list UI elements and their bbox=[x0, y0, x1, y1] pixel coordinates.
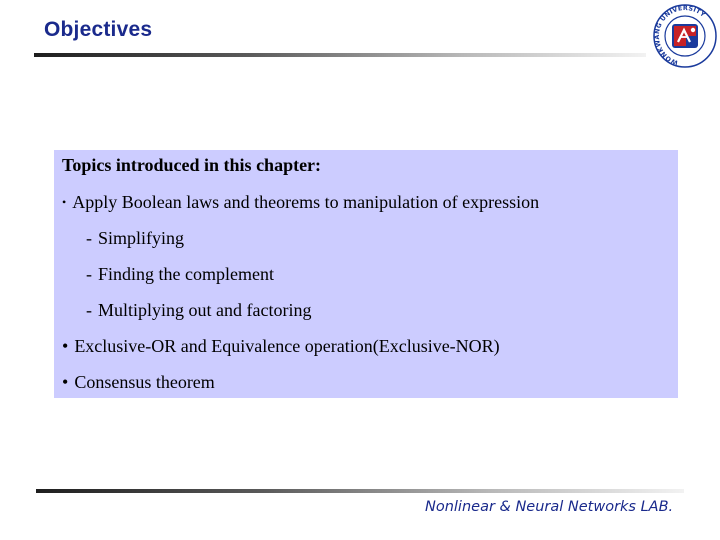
subtopic-item bbox=[86, 300, 311, 321]
header-divider bbox=[34, 53, 646, 57]
topic-item bbox=[62, 336, 500, 357]
dash-marker: - bbox=[86, 300, 92, 320]
subtopic-item bbox=[86, 228, 184, 249]
dash-marker: - bbox=[86, 228, 92, 248]
topic-text: Apply Boolean laws and theorems to manipulation of expression bbox=[72, 192, 540, 212]
topic-text: Consensus theorem bbox=[74, 372, 215, 392]
topic-item bbox=[62, 192, 539, 213]
page-title: Objectives bbox=[44, 18, 153, 41]
subtopic-text: Finding the complement bbox=[98, 264, 274, 284]
subtopic-text: Multiplying out and factoring bbox=[98, 300, 312, 320]
topic-item bbox=[62, 372, 215, 393]
subtopic-text: Simplifying bbox=[98, 228, 185, 248]
topics-box bbox=[54, 150, 678, 398]
topics-heading: Topics introduced in this chapter: bbox=[62, 155, 322, 175]
university-seal-logo bbox=[650, 2, 720, 68]
dash-marker: - bbox=[86, 264, 92, 284]
footer-divider bbox=[36, 489, 684, 493]
topic-text: Exclusive-OR and Equivalence operation(Exclusive-NOR) bbox=[74, 336, 500, 356]
subtopic-item bbox=[86, 264, 274, 285]
bullet-icon: • bbox=[62, 195, 67, 209]
bullet-icon: • bbox=[62, 372, 69, 392]
bullet-icon: • bbox=[62, 336, 69, 356]
footer-lab-name: Nonlinear & Neural Networks LAB. bbox=[425, 499, 674, 515]
seal-ring-text: WONKWANG UNIVERSITY bbox=[653, 4, 707, 67]
